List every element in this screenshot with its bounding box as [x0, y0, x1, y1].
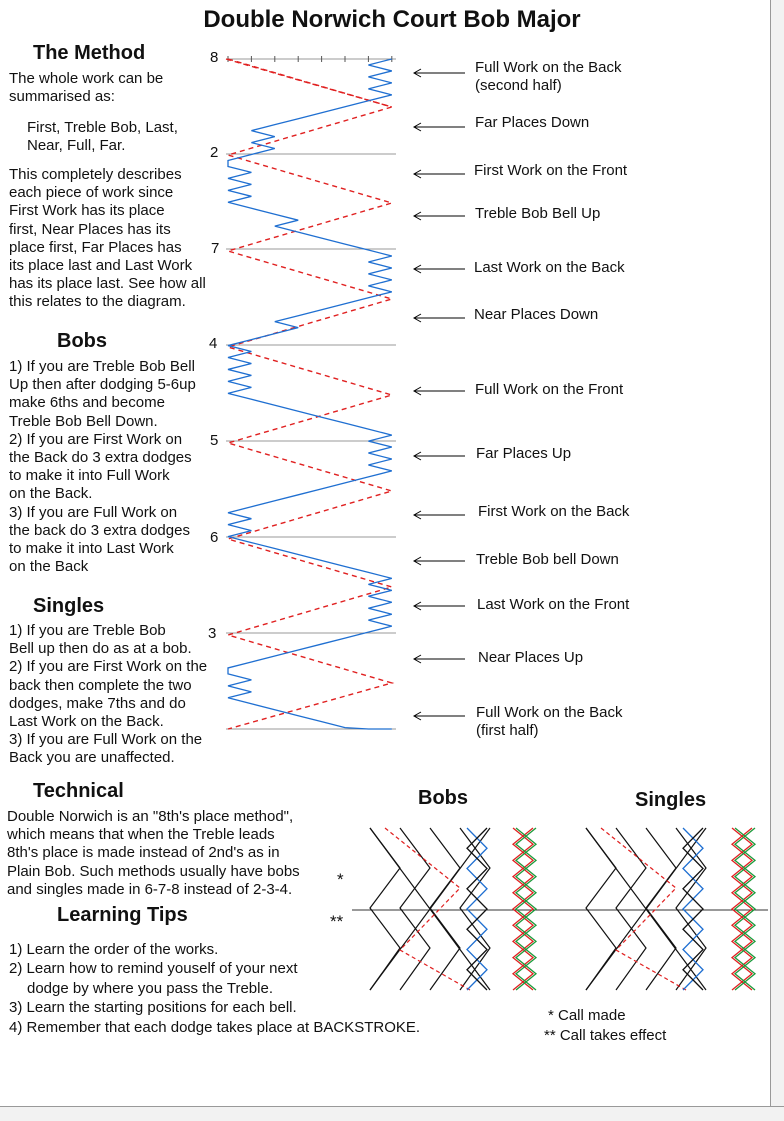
text-line: place first, Far Places has	[9, 238, 182, 256]
text-line: 1) Learn the order of the works.	[9, 941, 219, 958]
text-line: Back you are unaffected.	[9, 749, 175, 767]
position-label: 5	[210, 432, 219, 449]
treble-path-line	[228, 59, 392, 729]
page-edge-right	[770, 0, 784, 1120]
work-label: Treble Bob Bell Up	[475, 205, 601, 222]
text-line: Up then after dodging 5-6up	[9, 376, 196, 394]
tips-heading: Learning Tips	[57, 904, 188, 926]
text-line: to make it into Full Work	[9, 467, 170, 485]
work-label: Last Work on the Front	[477, 596, 630, 613]
text-line: First, Treble Bob, Last,	[27, 119, 178, 136]
text-line: dodge by where you pass the Treble.	[27, 979, 273, 997]
text-line: 8th's place is made instead of 2nd's as in	[7, 844, 280, 862]
text-line: (second half)	[475, 77, 562, 94]
text-line: This completely describes	[9, 166, 182, 183]
text-line: Last Work on the Back.	[9, 713, 164, 731]
work-path-blue	[228, 59, 392, 729]
text-line: First Work has its place	[9, 202, 165, 220]
work-label: Treble Bob bell Down	[476, 551, 619, 568]
treble-path-red	[385, 828, 470, 990]
text-line: its place last and Last Work	[9, 257, 193, 275]
text-line: summarised as:	[9, 88, 115, 106]
text-line: Full Work on the Back	[475, 59, 622, 76]
text-line: each piece of work since	[9, 184, 174, 202]
text-line: 2) If you are First Work on the	[9, 658, 208, 676]
text-line: to make it into Last Work	[9, 540, 174, 558]
text-line: Near, Full, Far.	[27, 137, 126, 155]
label-arrows	[414, 69, 465, 720]
position-label: 4	[209, 335, 218, 352]
call-made-mark: *	[337, 870, 344, 889]
technical-heading: Technical	[33, 780, 124, 802]
call-diagrams	[352, 828, 768, 990]
bell-path-black	[370, 828, 400, 990]
text-line: (first half)	[476, 722, 539, 739]
text-line: 1) If you are Treble Bob Bell	[9, 358, 195, 375]
method-heading: The Method	[33, 42, 146, 64]
work-label: First Work on the Back	[478, 503, 630, 520]
text-line: which means that when the Treble leads	[7, 826, 275, 844]
bell-path-black	[430, 828, 460, 990]
text-line: 3) If you are Full Work on the	[9, 731, 203, 749]
bell-path-black	[676, 828, 706, 990]
work-label: First Work on the Front	[474, 162, 628, 179]
work-label: Full Work on the Front	[475, 381, 624, 398]
work-path-line	[228, 59, 392, 729]
bell-path-black	[586, 828, 616, 990]
work-label: Far Places Down	[475, 114, 590, 131]
text-line: 1) If you are Treble Bob	[9, 622, 166, 639]
text-line: the back do 3 extra dodges	[9, 521, 190, 539]
treble-path-red	[601, 828, 686, 990]
text-line: first, Near Places has its	[9, 220, 171, 238]
bell-path-black	[646, 828, 676, 990]
page-edge-bottom	[0, 1106, 784, 1121]
text-line: Double Norwich is an "8th's place method",	[7, 808, 294, 825]
position-label: 6	[210, 529, 219, 546]
call-effect-mark: **	[330, 912, 344, 931]
text-line: on the Back.	[9, 485, 93, 503]
text-line: 2) If you are First Work on	[9, 430, 183, 448]
text-line: 3) If you are Full Work on	[9, 503, 178, 521]
text-line: on the Back	[9, 558, 89, 576]
text-line: make 6ths and become	[9, 394, 165, 412]
text-line: Treble Bob Bell Down.	[9, 412, 158, 430]
legend-call-effect: ** Call takes effect	[544, 1027, 667, 1044]
legend-call-made: * Call made	[548, 1007, 626, 1024]
text-line: the Back do 3 extra dodges	[9, 449, 192, 467]
work-label: Near Places Down	[474, 306, 599, 323]
bobs-heading: Bobs	[57, 330, 107, 352]
text-line: back then complete the two	[9, 676, 192, 694]
position-label: 7	[211, 240, 220, 257]
text-line: and singles made in 6-7-8 instead of 2-3-4.	[7, 880, 293, 898]
work-label: Near Places Up	[478, 649, 584, 666]
text-line: 4) Remember that each dodge takes place at BACKSTROKE.	[9, 1018, 421, 1036]
text-line: has its place last. See how all	[9, 275, 206, 293]
text-line: 2) Learn how to remind youself of your next	[9, 960, 298, 978]
singles-diagram-heading: Singles	[635, 789, 707, 811]
work-label: Last Work on the Back	[474, 259, 625, 276]
singles-heading: Singles	[33, 595, 105, 617]
page-title: Double Norwich Court Bob Major	[203, 6, 581, 33]
bobs-diagram-heading: Bobs	[418, 787, 468, 809]
text-line: Plain Bob. Such methods usually have bobs	[7, 862, 300, 880]
position-label: 8	[210, 49, 219, 66]
text-line: The whole work can be	[9, 70, 164, 87]
text-line: Full Work on the Back	[476, 704, 623, 721]
work-label: Far Places Up	[476, 445, 572, 462]
text-line: dodges, make 7ths and do	[9, 694, 186, 712]
position-label: 2	[210, 144, 219, 161]
position-label: 3	[208, 625, 217, 642]
text-line: this relates to the diagram.	[9, 293, 186, 311]
bell-path-black	[460, 828, 490, 990]
text-line: 3) Learn the starting positions for each bell.	[9, 999, 297, 1017]
text-line: Bell up then do as at a bob.	[9, 640, 192, 658]
grid-lines	[226, 56, 396, 729]
treble-path-red	[226, 59, 392, 729]
